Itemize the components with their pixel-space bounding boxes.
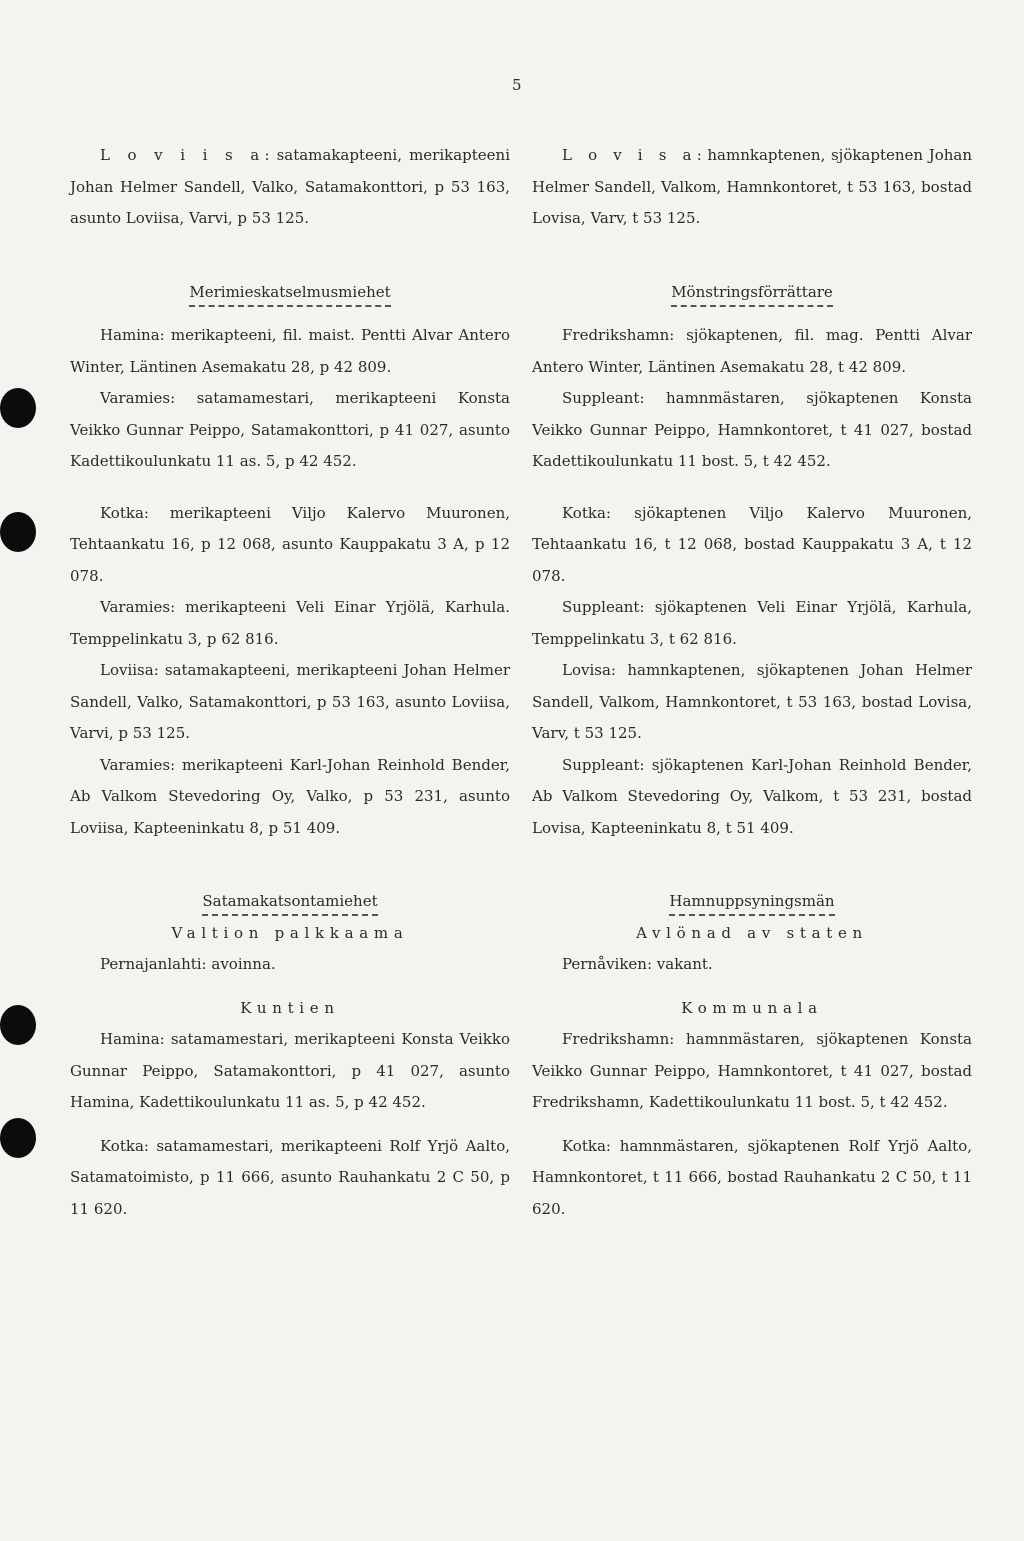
entry-paragraph: Suppleant: sjökaptenen Karl-Johan Reinhold Bender, Ab Valkom Stevedoring Oy, Valkom, t 53 231, bostad Lovisa, Kapteeninkatu 8, t 51 409. (532, 755, 972, 837)
punch-hole-1 (0, 388, 36, 428)
entry-paragraph: Kotka: satamamestari, merikapteeni Rolf Yrjö Aalto, Satamatoimisto, p 11 666, asunto Rauhankatu 2 C 50, p 11 620. (70, 1136, 510, 1218)
entry-paragraph: Kotka: merikapteeni Viljo Kalervo Muuronen, Tehtaankatu 16, p 12 068, asunto Kauppakatu 3 A, p 12 078. (70, 503, 510, 585)
punch-hole-2 (0, 512, 36, 552)
intro-lead: L o v i i s a (100, 146, 265, 164)
intro-text: : hamnkaptenen, sjökaptenen Johan Helmer Sandell, Valkom, Hamnkontoret, t 53 163, bostad Lovisa, Varv, t 53 125. (532, 146, 972, 227)
entry-paragraph: Hamina: satamamestari, merikapteeni Konsta Veikko Gunnar Peippo, Satamakonttori, p 41 027, asunto Hamina, Kadettikoulunkatu 11 as. 5, p 42 452. (70, 1030, 510, 1111)
intro-paragraph (70, 140, 510, 235)
entry-paragraph: Varamies: merikapteeni Veli Einar Yrjölä, Karhula. Temppelinkatu 3, p 62 816. (70, 598, 510, 648)
intro-paragraph (532, 140, 972, 235)
entry-paragraph: Kotka: sjökaptenen Viljo Kalervo Muuronen, Tehtaankatu 16, t 12 068, bostad Kauppakatu 3 A, t 12 078. (532, 503, 972, 585)
punch-hole-4 (0, 1118, 36, 1158)
entry-paragraph: Hamina: merikapteeni, fil. maist. Pentti Alvar Antero Winter, Läntinen Asemakatu 28, p 42 809. (70, 326, 510, 376)
entry-paragraph: Kotka: hamnmästaren, sjökaptenen Rolf Yrjö Aalto, Hamnkontoret, t 11 666, bostad Rauhankatu 2 C 50, t 11 620. (532, 1136, 972, 1218)
entry-paragraph: Suppleant: sjökaptenen Veli Einar Yrjölä, Karhula, Temppelinkatu 3, t 62 816. (532, 598, 972, 648)
subheading: Valtion palkkaama (171, 923, 409, 942)
intro-lead: L o v i s a (562, 146, 697, 164)
finnish-column (70, 140, 510, 1225)
intro-text: : satamakapteeni, merikapteeni Johan Helmer Sandell, Valko, Satamakonttori, p 53 163, asunto Loviisa, Varvi, p 53 125. (70, 146, 511, 227)
subheading: Kommunala (681, 998, 823, 1017)
subheading: Avlönad av staten (636, 923, 868, 942)
entry-paragraph: Varamies: satamamestari, merikapteeni Konsta Veikko Gunnar Peippo, Satamakonttori, p 41 027, asunto Kadettikoulunkatu 11 as. 5, p 42 452. (70, 389, 510, 470)
subheading: Kuntien (240, 998, 340, 1017)
entry-paragraph: Pernajanlahti: avoinna. (100, 955, 276, 973)
section-heading: Merimieskatselmusmiehet (189, 280, 390, 307)
section-heading: Mönstringsförrättare (671, 280, 833, 307)
section-heading: Hamnuppsyningsmän (669, 889, 834, 916)
section-heading: Satamakatsontamiehet (202, 889, 377, 916)
entry-paragraph: Varamies: merikapteeni Karl-Johan Reinhold Bender, Ab Valkom Stevedoring Oy, Valko, p 53 231, asunto Loviisa, Kapteeninkatu 8, p 51 409. (70, 755, 510, 837)
entry-paragraph: Lovisa: hamnkaptenen, sjökaptenen Johan Helmer Sandell, Valkom, Hamnkontoret, t 53 163, bostad Lovisa, Varv, t 53 125. (532, 661, 972, 742)
entry-paragraph: Loviisa: satamakapteeni, merikapteeni Johan Helmer Sandell, Valko, Satamakonttori, p 53 163, asunto Loviisa, Varvi, p 53 125. (70, 661, 510, 742)
swedish-column (532, 140, 972, 1225)
page-number: 5 (512, 76, 522, 94)
entry-paragraph: Fredrikshamn: hamnmästaren, sjökaptenen Konsta Veikko Gunnar Peippo, Hamnkontoret, t 41 027, bostad Fredrikshamn, Kadettikoulunkatu 11 bost. 5, t 42 452. (532, 1030, 972, 1111)
punch-hole-3 (0, 1005, 36, 1045)
entry-paragraph: Pernåviken: vakant. (562, 955, 713, 973)
entry-paragraph: Suppleant: hamnmästaren, sjökaptenen Konsta Veikko Gunnar Peippo, Hamnkontoret, t 41 027, bostad Kadettikoulunkatu 11 bost. 5, t 42 452. (532, 389, 972, 470)
entry-paragraph: Fredrikshamn: sjökaptenen, fil. mag. Pentti Alvar Antero Winter, Läntinen Asemakatu 28, t 42 809. (532, 326, 972, 376)
